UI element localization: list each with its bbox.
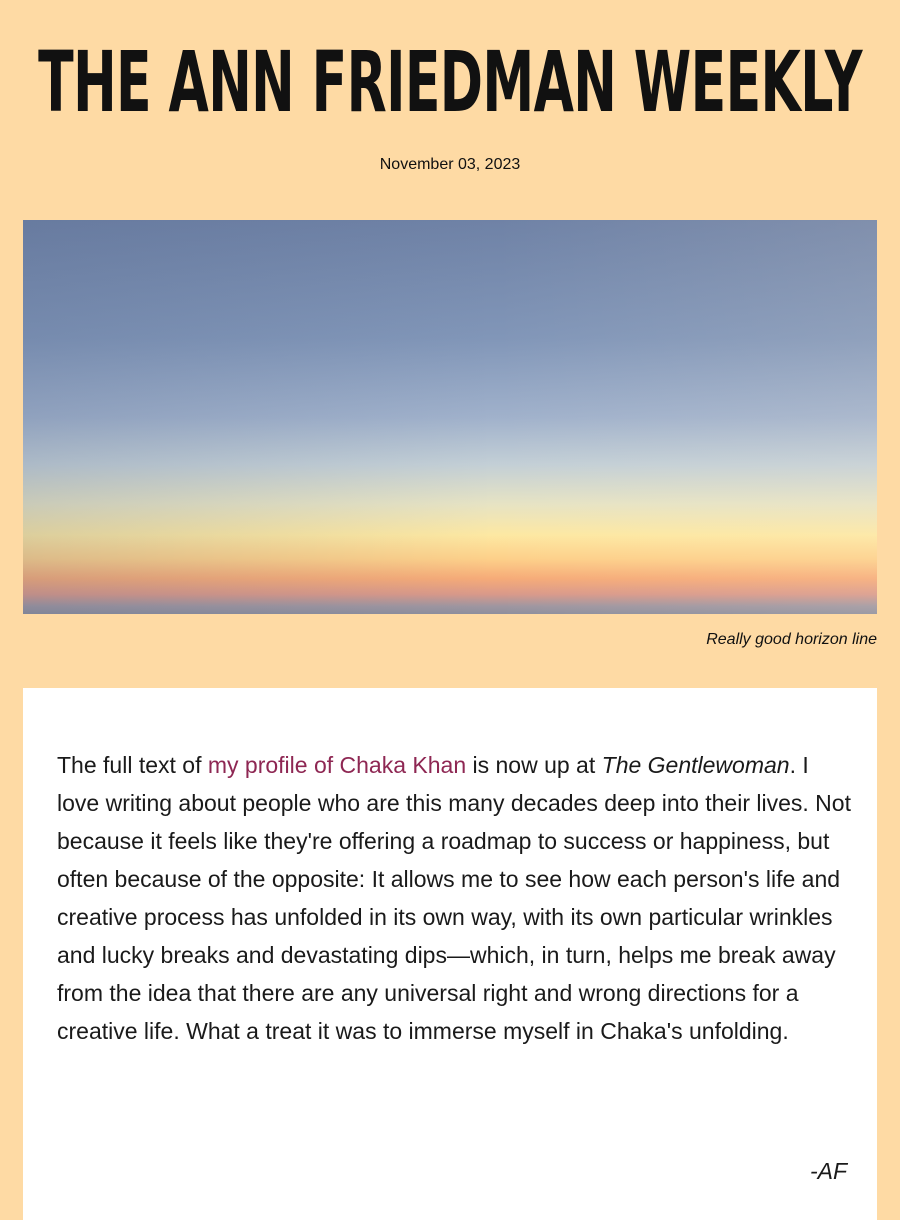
- hero-image-sunset-sky: [23, 220, 877, 614]
- hero-caption: Really good horizon line: [706, 631, 877, 648]
- chaka-khan-profile-link[interactable]: my profile of Chaka Khan: [207, 752, 467, 778]
- article-card: [23, 688, 877, 1220]
- publication-name: The Gentlewoman: [601, 752, 790, 778]
- body-text: . I love writing about people who are this many decades deep into their lives. Not because it feels like they're offering a roadmap to success or happiness, but often because of the opposite: It allows me to see how each person's life and creative process has unfolded in its own way, with its own particular wrinkles and lucky breaks and devastating dips—which, in turn, helps me break away from the idea that there are any universal right and wrong directions for a creative life. What a treat it was to immerse myself in Chaka's unfolding.: [57, 752, 851, 1044]
- signoff: -AF: [809, 1158, 847, 1184]
- intro-text: The full text of: [57, 752, 208, 778]
- issue-date: November 03, 2023: [379, 156, 521, 173]
- masthead: [0, 34, 900, 130]
- after-link-text: is now up at: [466, 752, 602, 778]
- newsletter-title: THE ANN FRIEDMAN WEEKLY: [38, 34, 862, 130]
- article-paragraph: [57, 746, 857, 1050]
